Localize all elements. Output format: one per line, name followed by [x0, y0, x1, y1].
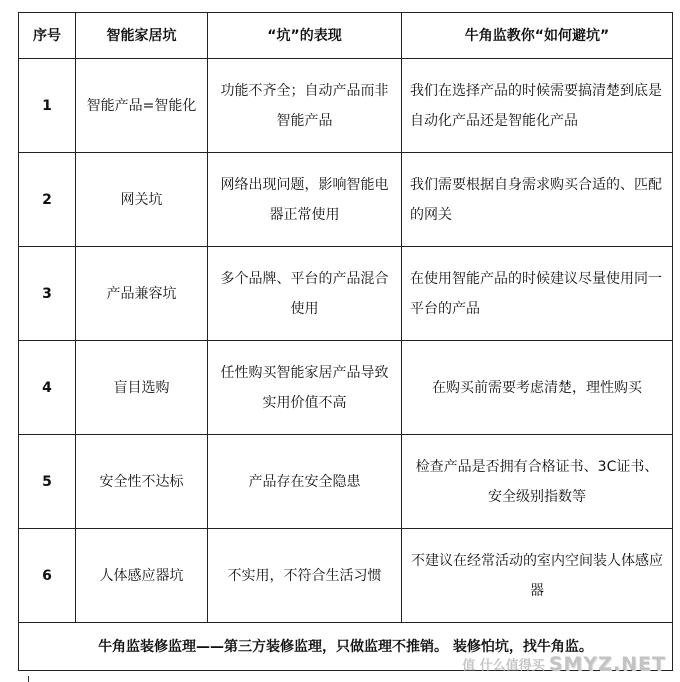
- table-row: [19, 529, 673, 623]
- advice-cell: 我们在选择产品的时候需要搞清楚到底是自动化产品还是智能化产品: [402, 59, 673, 153]
- text-cursor-mark: [28, 676, 29, 682]
- symptom-cell: 不实用，不符合生活习惯: [208, 529, 402, 623]
- footer-slogan: 牛角监装修监理——第三方装修监理，只做监理不推销。 装修怕坑，找牛角监。: [19, 623, 673, 671]
- site-watermark: [462, 653, 666, 675]
- table-row: [19, 153, 673, 247]
- pitfall-table: [18, 12, 673, 671]
- header-advice: 牛角监教你“如何避坑”: [402, 13, 673, 59]
- pit-cell: 网关坑: [76, 153, 208, 247]
- row-number: 2: [19, 153, 76, 247]
- table-row: [19, 435, 673, 529]
- row-number: 3: [19, 247, 76, 341]
- table-row: [19, 247, 673, 341]
- advice-cell: 在购买前需要考虑清楚，理性购买: [402, 341, 673, 435]
- advice-cell: 不建议在经常活动的室内空间装人体感应器: [402, 529, 673, 623]
- watermark-site: SMYZ.NET: [548, 653, 666, 675]
- pit-cell: 智能产品=智能化: [76, 59, 208, 153]
- symptom-cell: 任性购买智能家居产品导致实用价值不高: [208, 341, 402, 435]
- symptom-cell: 功能不齐全；自动产品而非智能产品: [208, 59, 402, 153]
- table-header-row: [19, 13, 673, 59]
- symptom-cell: 多个品牌、平台的产品混合使用: [208, 247, 402, 341]
- advice-cell: 检查产品是否拥有合格证书、3C证书、安全级别指数等: [402, 435, 673, 529]
- pit-cell: 盲目选购: [76, 341, 208, 435]
- header-pit: 智能家居坑: [76, 13, 208, 59]
- header-symptom: “坑”的表现: [208, 13, 402, 59]
- watermark-text: 值 什么值得买: [462, 658, 545, 674]
- header-index: 序号: [19, 13, 76, 59]
- pit-cell: 安全性不达标: [76, 435, 208, 529]
- pit-cell: 产品兼容坑: [76, 247, 208, 341]
- advice-cell: 在使用智能产品的时候建议尽量使用同一平台的产品: [402, 247, 673, 341]
- row-number: 6: [19, 529, 76, 623]
- row-number: 1: [19, 59, 76, 153]
- pit-cell: 人体感应器坑: [76, 529, 208, 623]
- symptom-cell: 网络出现问题，影响智能电器正常使用: [208, 153, 402, 247]
- table-row: [19, 59, 673, 153]
- advice-cell: 我们需要根据自身需求购买合适的、匹配的网关: [402, 153, 673, 247]
- row-number: 4: [19, 341, 76, 435]
- row-number: 5: [19, 435, 76, 529]
- table-row: [19, 341, 673, 435]
- symptom-cell: 产品存在安全隐患: [208, 435, 402, 529]
